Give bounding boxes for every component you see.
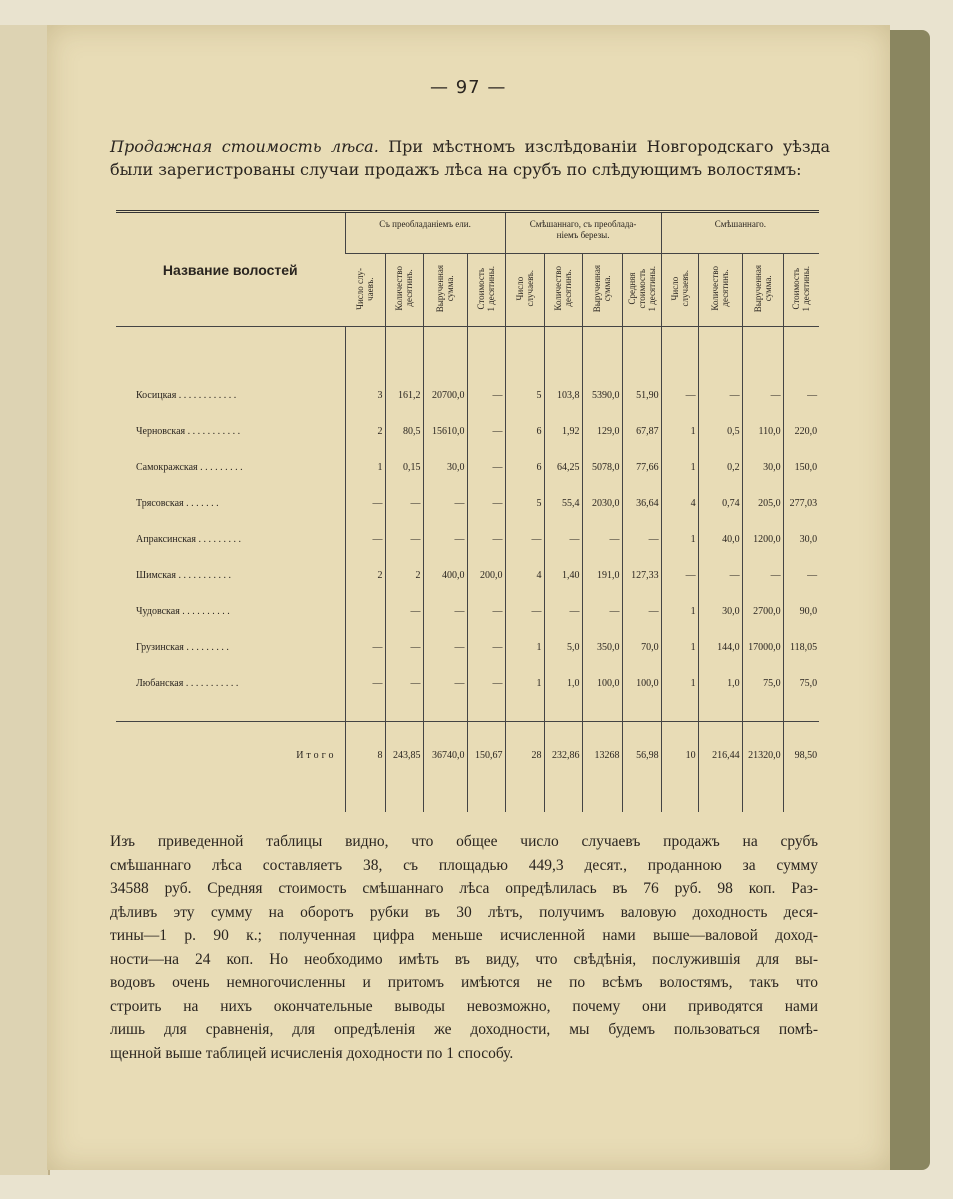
volost-name: Черновская . . . . . . . . . . . <box>136 425 241 437</box>
table-cell <box>345 788 385 812</box>
table-cell: 118,05 <box>783 629 819 665</box>
paragraph-line: тины—1 р. 90 к.; полученная цифра меньше исчисленной нами выше—валовой доход- <box>110 927 818 944</box>
table-cell: — <box>423 485 467 521</box>
table-cell: — <box>742 377 783 413</box>
table-cell: — <box>385 485 423 521</box>
table-cell: — <box>467 485 505 521</box>
table-row <box>116 449 819 485</box>
table-cell: 200,0 <box>467 557 505 593</box>
subheader-label: Средняя стоимость 1 десятины. <box>626 265 657 312</box>
table-cell: 0,5 <box>698 413 742 449</box>
table-cell: 127,33 <box>622 557 661 593</box>
total-label: Итого <box>296 749 337 761</box>
table-cell <box>345 327 385 378</box>
table-cell <box>742 701 783 722</box>
table-cell: 243,85 <box>385 722 423 789</box>
subheader-label: Вырученная сумма. <box>752 264 773 313</box>
group-header-birch: Смѣшаннаго, съ преоблада- ніемъ березы. <box>505 212 661 254</box>
table-cell: 77,66 <box>622 449 661 485</box>
table-cell <box>385 788 423 812</box>
table-cell: — <box>345 629 385 665</box>
subheader-cases <box>505 254 544 327</box>
paragraph-line: 34588 руб. Средняя стоимость смѣшаннаго лѣса опредѣлилась въ 76 руб. 98 коп. Раз- <box>110 880 818 897</box>
table-cell: 67,87 <box>622 413 661 449</box>
table-cell: 191,0 <box>582 557 622 593</box>
table-cell: 129,0 <box>582 413 622 449</box>
table-cell: 216,44 <box>698 722 742 789</box>
table-cell: 6 <box>505 449 544 485</box>
subheader-label: Вырученная сумма. <box>435 264 455 313</box>
table-cell: 110,0 <box>742 413 783 449</box>
table-cell <box>622 788 661 812</box>
paragraph-line: строить на нихъ окончательные выводы невозможно, почему они приводятся нами <box>110 997 818 1015</box>
table-cell: — <box>467 593 505 629</box>
table-cell <box>661 701 698 722</box>
table-cell <box>423 327 467 378</box>
table-cell: 90,0 <box>783 593 819 629</box>
intro-line-2: были зарегистрованы случаи продажъ лѣса на срубъ по слѣдующимъ волостямъ: <box>110 160 802 179</box>
table-cell: 4 <box>661 485 698 521</box>
table-cell: — <box>423 593 467 629</box>
table-row <box>116 665 819 701</box>
table-cell: — <box>385 629 423 665</box>
subheader-area <box>698 254 742 327</box>
table-cell: 40,0 <box>698 521 742 557</box>
table-cell <box>582 327 622 378</box>
book-cover-edge <box>885 30 930 1170</box>
table-cell: — <box>622 593 661 629</box>
table-cell: 4 <box>505 557 544 593</box>
table-cell: 0,74 <box>698 485 742 521</box>
table-cell <box>467 327 505 378</box>
table-cell: 1 <box>661 665 698 701</box>
table-cell: 80,5 <box>385 413 423 449</box>
table-cell <box>661 788 698 812</box>
subheader-label: Количество десятинъ. <box>710 266 731 311</box>
table-cell: 1 <box>505 629 544 665</box>
table-cell: 150,0 <box>783 449 819 485</box>
table-cell <box>698 701 742 722</box>
table-cell: 8 <box>345 722 385 789</box>
table-cell <box>505 327 544 378</box>
table-cell: — <box>698 557 742 593</box>
table-spacer-row <box>116 788 819 812</box>
paragraph-line: смѣшаннаго лѣса составляетъ 38, съ площадью 449,3 десят., проданною за сумму <box>110 856 818 874</box>
table-cell <box>544 327 582 378</box>
table-cell: 30,0 <box>423 449 467 485</box>
table-cell <box>783 327 819 378</box>
table-cell: — <box>742 557 783 593</box>
table-spacer-row <box>116 327 819 378</box>
table-body <box>116 327 819 813</box>
subheader-cost <box>783 254 819 327</box>
table-cell: 103,8 <box>544 377 582 413</box>
table-cell: — <box>345 485 385 521</box>
table-row <box>116 629 819 665</box>
table-cell: 3 <box>345 377 385 413</box>
intro-italic-title: Продажная стоимость лѣса. <box>110 137 379 156</box>
table-cell: — <box>505 593 544 629</box>
table-cell: 277,03 <box>783 485 819 521</box>
table-cell: 1,0 <box>698 665 742 701</box>
table-cell: — <box>467 629 505 665</box>
table-cell: — <box>467 665 505 701</box>
table-cell <box>423 701 467 722</box>
table-cell: — <box>467 521 505 557</box>
volost-name: Любанская . . . . . . . . . . . <box>136 677 239 689</box>
table-cell <box>345 593 385 629</box>
table-cell: — <box>783 377 819 413</box>
subheader-cases <box>345 254 385 327</box>
paragraph-line: лишь для сравненія, для опредѣленія же доходности, мы будемъ пользоваться помѣ- <box>110 1021 818 1038</box>
table-cell: — <box>385 593 423 629</box>
table-cell <box>385 327 423 378</box>
intro-line-1 <box>110 135 830 158</box>
table-cell: 5390,0 <box>582 377 622 413</box>
subheader-cost <box>467 254 505 327</box>
table-cell: 36,64 <box>622 485 661 521</box>
table-cell: — <box>345 665 385 701</box>
table-cell: 0,2 <box>698 449 742 485</box>
table-cell: 100,0 <box>582 665 622 701</box>
paragraph-line: Изъ приведенной таблицы видно, что общее число случаевъ продажъ на срубъ <box>110 833 818 850</box>
paragraph-line: дѣливъ эту сумму на оборотъ рубки въ 30 лѣтъ, получимъ валовую доходность деся- <box>110 903 818 921</box>
table-cell: 1 <box>661 521 698 557</box>
table-cell: — <box>423 665 467 701</box>
table-cell <box>467 788 505 812</box>
table-cell: 1 <box>661 629 698 665</box>
intro-text <box>110 135 830 181</box>
table-cell: 5 <box>505 485 544 521</box>
table-cell: 205,0 <box>742 485 783 521</box>
table-row <box>116 521 819 557</box>
table-cell: — <box>698 377 742 413</box>
table-cell: 2 <box>345 413 385 449</box>
table-cell <box>544 701 582 722</box>
table-cell <box>116 327 345 378</box>
group-header-mixed: Смѣшаннаго. <box>661 212 819 254</box>
table-cell: 5,0 <box>544 629 582 665</box>
group-header-spruce: Съ преобладаніемъ ели. <box>345 212 505 254</box>
subheader-label: Число слу- чаевъ. <box>354 267 375 310</box>
subheader-label: Стоимость 1 десятины. <box>791 265 812 312</box>
table-cell: 30,0 <box>783 521 819 557</box>
table-cell <box>742 788 783 812</box>
table-cell: 20700,0 <box>423 377 467 413</box>
table-cell <box>505 788 544 812</box>
table-cell: 10 <box>661 722 698 789</box>
table-cell: 100,0 <box>622 665 661 701</box>
volost-name: Грузинская . . . . . . . . . <box>136 641 229 653</box>
table-cell <box>622 327 661 378</box>
subheader-area <box>385 254 423 327</box>
table-cell: 98,50 <box>783 722 819 789</box>
table-row <box>116 593 819 629</box>
table-cell <box>622 701 661 722</box>
subheader-label: Количество десятинъ. <box>394 266 414 311</box>
subheader-label: Число случаевъ. <box>514 270 535 307</box>
table-header <box>116 212 819 327</box>
table-cell: 1 <box>661 413 698 449</box>
table-cell: 1 <box>661 449 698 485</box>
table-cell <box>661 327 698 378</box>
table-cell: — <box>582 521 622 557</box>
table-cell: — <box>385 521 423 557</box>
left-page-edge <box>0 25 50 1175</box>
table-cell: 55,4 <box>544 485 582 521</box>
table-cell <box>582 701 622 722</box>
table-cell: 28 <box>505 722 544 789</box>
table-cell <box>582 788 622 812</box>
paragraph-line: ности—на 24 коп. Но необходимо имѣть въ виду, что свѣдѣнія, послужившія для вы- <box>110 950 818 968</box>
table-cell <box>698 788 742 812</box>
table-cell: — <box>622 521 661 557</box>
table-cell: — <box>385 665 423 701</box>
volost-name: Трясовская . . . . . . . <box>136 497 219 509</box>
table-cell: 21320,0 <box>742 722 783 789</box>
subheader-sum <box>742 254 783 327</box>
table-cell <box>698 327 742 378</box>
table-cell: 5078,0 <box>582 449 622 485</box>
table-cell: 1 <box>661 593 698 629</box>
table-cell: 1,0 <box>544 665 582 701</box>
table-cell <box>423 788 467 812</box>
table-cell: 51,90 <box>622 377 661 413</box>
volost-name: Шимская . . . . . . . . . . . <box>136 569 231 581</box>
table-cell <box>116 701 345 722</box>
table-cell: — <box>544 593 582 629</box>
table-row <box>116 377 819 413</box>
table-cell: 350,0 <box>582 629 622 665</box>
table-row <box>116 557 819 593</box>
table-row <box>116 485 819 521</box>
paragraph-line: щенной выше таблицей исчисленія доходности по 1 способу. <box>110 1044 514 1062</box>
subheader-label: Число случаевъ. <box>669 270 690 307</box>
table-cell: 13268 <box>582 722 622 789</box>
table-cell: 1,92 <box>544 413 582 449</box>
table-cell: 2 <box>385 557 423 593</box>
table-cell: — <box>661 557 698 593</box>
subheader-sum <box>582 254 622 327</box>
table-cell <box>467 701 505 722</box>
table-cell: — <box>467 413 505 449</box>
table-cell: 220,0 <box>783 413 819 449</box>
table-cell <box>505 701 544 722</box>
subheader-cost <box>622 254 661 327</box>
subheader-sum <box>423 254 467 327</box>
page-number: — 97 — <box>430 77 507 98</box>
table-cell: — <box>423 521 467 557</box>
table-cell: 2030,0 <box>582 485 622 521</box>
subheader-area <box>544 254 582 327</box>
table-spacer-row <box>116 701 819 722</box>
subheader-cases <box>661 254 698 327</box>
table-cell: 150,67 <box>467 722 505 789</box>
intro-line-1-rest: При мѣстномъ изслѣдованіи Новгородскаго уѣзда <box>388 137 831 156</box>
subheader-label: Стоимость 1 десятины. <box>476 265 497 312</box>
table-total-row <box>116 722 819 789</box>
table-cell: 0,15 <box>385 449 423 485</box>
volost-name: Апраксинская . . . . . . . . . <box>136 533 241 545</box>
table-cell: 1 <box>505 665 544 701</box>
sales-table <box>116 210 819 812</box>
table-cell: 70,0 <box>622 629 661 665</box>
volost-name: Чудовская . . . . . . . . . . <box>136 605 230 617</box>
table-cell: — <box>467 449 505 485</box>
table-cell: 161,2 <box>385 377 423 413</box>
table-cell: 1 <box>345 449 385 485</box>
table-cell: — <box>505 521 544 557</box>
table-cell: 1200,0 <box>742 521 783 557</box>
table-cell <box>385 701 423 722</box>
table-cell: 30,0 <box>698 593 742 629</box>
table-cell: 232,86 <box>544 722 582 789</box>
table-cell: 400,0 <box>423 557 467 593</box>
volost-name: Самокражская . . . . . . . . . <box>136 461 243 473</box>
table-cell: 64,25 <box>544 449 582 485</box>
table-cell: 144,0 <box>698 629 742 665</box>
conclusion-paragraph <box>110 830 818 1065</box>
table-cell: — <box>661 377 698 413</box>
table-cell: — <box>544 521 582 557</box>
table-cell: 36740,0 <box>423 722 467 789</box>
table-cell: 56,98 <box>622 722 661 789</box>
table-cell <box>116 788 345 812</box>
table-cell <box>742 327 783 378</box>
sales-table-wrapper <box>116 210 819 785</box>
table-cell: 6 <box>505 413 544 449</box>
table-cell: 2700,0 <box>742 593 783 629</box>
table-row <box>116 413 819 449</box>
table-cell <box>544 788 582 812</box>
table-cell <box>783 701 819 722</box>
table-cell: — <box>783 557 819 593</box>
subheader-label: Вырученная сумма. <box>592 264 613 313</box>
volost-name: Косицкая . . . . . . . . . . . . <box>136 389 237 401</box>
table-cell: — <box>467 377 505 413</box>
table-cell: — <box>345 521 385 557</box>
subheader-label: Количество десятинъ. <box>553 266 574 311</box>
table-cell: 2 <box>345 557 385 593</box>
column-header-volost: Название волостей <box>116 212 345 327</box>
table-cell: — <box>423 629 467 665</box>
table-cell <box>783 788 819 812</box>
table-cell: — <box>582 593 622 629</box>
table-cell: 5 <box>505 377 544 413</box>
table-cell <box>345 701 385 722</box>
table-cell: 75,0 <box>742 665 783 701</box>
table-cell: 1,40 <box>544 557 582 593</box>
table-cell: 30,0 <box>742 449 783 485</box>
table-cell: 75,0 <box>783 665 819 701</box>
table-cell: 17000,0 <box>742 629 783 665</box>
table-cell: 15610,0 <box>423 413 467 449</box>
paragraph-line: водовъ очень немногочисленны и притомъ имѣются не по всѣмъ волостямъ, такъ что <box>110 974 818 991</box>
